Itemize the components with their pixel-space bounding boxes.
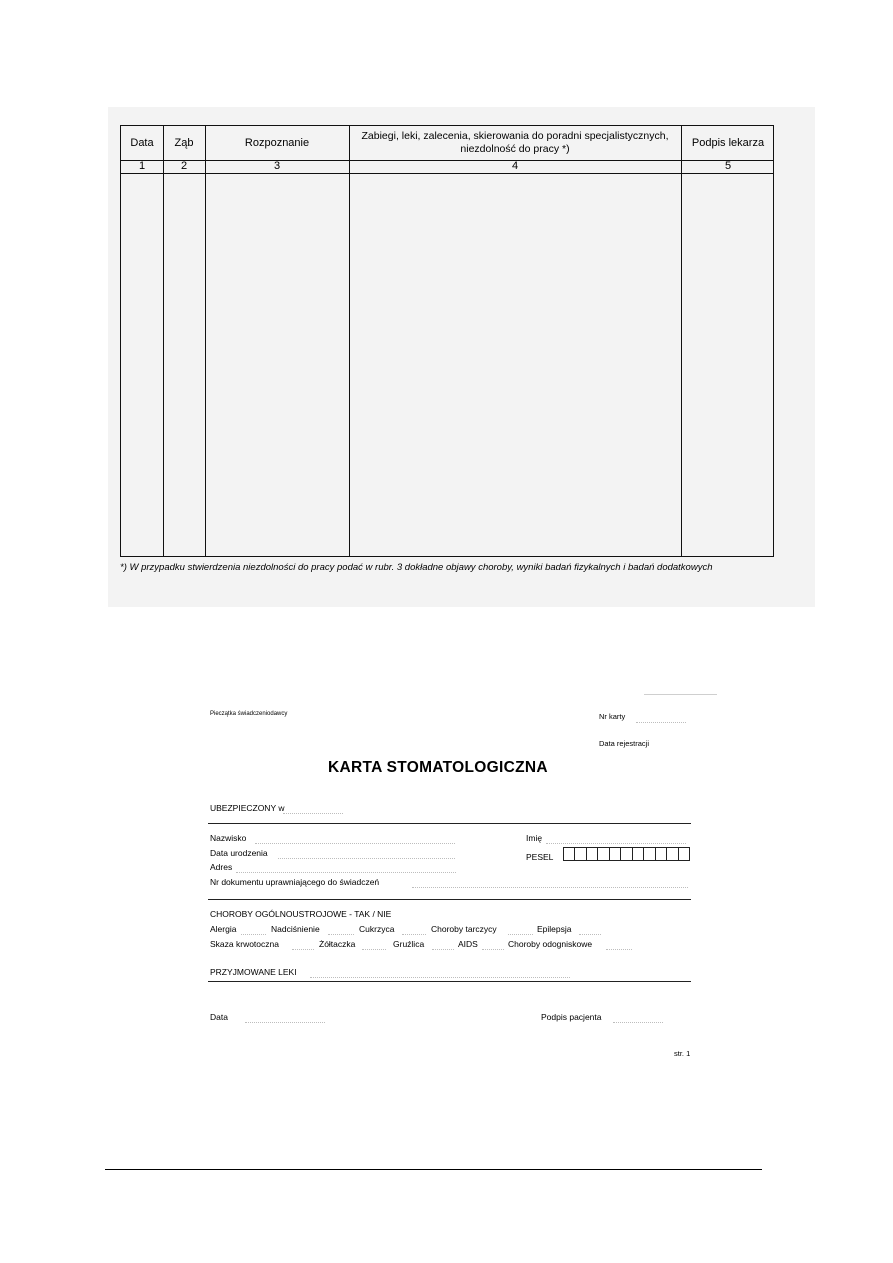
page-number: str. 1 — [674, 1049, 691, 1058]
section-rule — [208, 823, 691, 824]
pesel-label: PESEL — [526, 852, 554, 862]
disease-field — [402, 934, 426, 935]
patient-signature-field — [613, 1022, 663, 1023]
column-divider — [681, 126, 682, 556]
disease-focal: Choroby odogniskowe — [508, 939, 593, 949]
column-divider — [349, 126, 350, 556]
card-number-field — [636, 722, 686, 723]
column-number: 2 — [180, 160, 188, 172]
insured-label: UBEZPIECZONY w — [210, 803, 285, 813]
systemic-diseases-label: CHOROBY OGÓLNOUSTROJOWE - TAK / NIE — [210, 909, 392, 919]
number-row-divider — [121, 173, 773, 174]
column-divider — [205, 126, 206, 556]
column-divider — [163, 126, 164, 556]
first-name-label: Imię — [526, 833, 543, 843]
date-field — [245, 1022, 325, 1023]
disease-allergy: Alergia — [210, 924, 237, 934]
document-label: Nr dokumentu uprawniającego do świadczeń — [210, 877, 380, 887]
section-rule — [208, 899, 691, 900]
disease-field — [508, 934, 533, 935]
birth-date-field — [278, 858, 455, 859]
card-number-label: Nr karty — [599, 712, 626, 721]
page-footer-rule — [105, 1169, 762, 1170]
surname-label: Nazwisko — [210, 833, 247, 843]
header-procedures: Zabiegi, leki, zalecenia, skierowania do poradni specjalistycznych, niezdolność do pracy *) — [361, 130, 669, 155]
stamp-label: Pieczątka świadczeniodawcy — [210, 711, 288, 717]
surname-field — [255, 843, 455, 844]
insured-field — [283, 813, 343, 814]
header-doctor-signature: Podpis lekarza — [691, 136, 765, 149]
column-number: 4 — [511, 160, 519, 172]
disease-jaundice: Żółtaczka — [319, 939, 356, 949]
header-date: Data — [130, 136, 154, 149]
disease-aids: AIDS — [458, 939, 478, 949]
disease-field — [579, 934, 601, 935]
registration-date-label: Data rejestracji — [599, 739, 650, 748]
medications-field — [310, 977, 570, 978]
birth-date-label: Data urodzenia — [210, 848, 268, 858]
first-name-field — [546, 843, 686, 844]
table-footnote: *) W przypadku stwierdzenia niezdolności do pracy podać w rubr. 3 dokładne objawy choroby, wyniki badań fizykalnych i badań dodatkowych — [120, 562, 713, 573]
header-diagnosis: Rozpoznanie — [244, 136, 310, 149]
document-field — [412, 887, 688, 888]
medications-label: PRZYJMOWANE LEKI — [210, 967, 297, 977]
disease-hypertension: Nadciśnienie — [271, 924, 320, 934]
pesel-input[interactable] — [563, 847, 690, 861]
disease-bleeding: Skaza krwotoczna — [210, 939, 279, 949]
section-rule — [208, 981, 691, 982]
disease-tuberculosis: Gruźlica — [393, 939, 425, 949]
disease-field — [292, 949, 314, 950]
corner-mark — [644, 694, 717, 695]
disease-thyroid: Choroby tarczycy — [431, 924, 497, 934]
date-label: Data — [210, 1012, 228, 1022]
disease-epilepsy: Epilepsja — [537, 924, 572, 934]
disease-field — [362, 949, 386, 950]
header-tooth: Ząb — [174, 136, 194, 149]
address-label: Adres — [210, 862, 233, 872]
address-field — [236, 872, 456, 873]
disease-diabetes: Cukrzyca — [359, 924, 395, 934]
disease-field — [606, 949, 632, 950]
patient-signature-label: Podpis pacjenta — [541, 1012, 602, 1022]
disease-field — [482, 949, 504, 950]
treatment-table — [120, 125, 774, 557]
card-title: KARTA STOMATOLOGICZNA — [328, 759, 548, 776]
disease-field — [241, 934, 266, 935]
disease-field — [328, 934, 354, 935]
column-number: 5 — [724, 160, 732, 172]
disease-field — [432, 949, 454, 950]
column-number: 3 — [273, 160, 281, 172]
column-number: 1 — [138, 160, 146, 172]
